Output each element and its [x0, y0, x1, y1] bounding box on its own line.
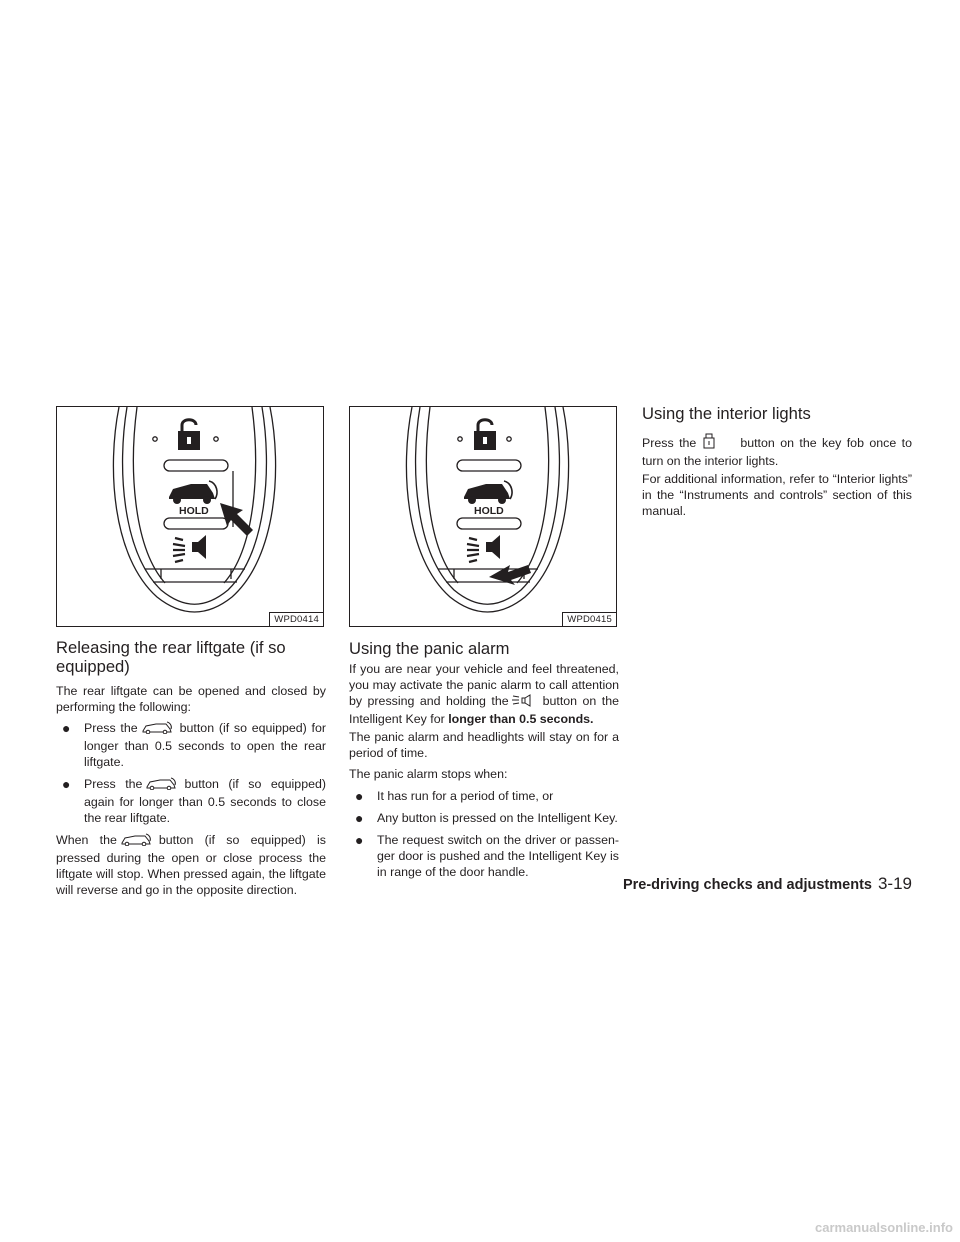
panic-text-mid: button on the Intelligent Key for [349, 694, 619, 726]
key-fob-illustration [350, 407, 617, 627]
watermark: carmanualsonline.info [815, 1220, 953, 1235]
bullet-icon: ● [355, 810, 364, 826]
panic-text-pre: If you are near your vehicle and feel threatened, you may activate the panic alarm to call attention by pressing and holding the [349, 662, 619, 708]
panic-horn-icon [173, 535, 206, 562]
liftgate-button-icon [119, 833, 153, 850]
liftgate-when-paragraph [56, 832, 326, 898]
list-item [349, 810, 619, 826]
bullet-icon: ● [355, 832, 364, 848]
when-text-post: button (if so equipped) is pressed during the open or close process the liftgate will stop. When pressed again, the liftgate will reverse and go in the opposite direction. [56, 833, 326, 897]
interior-lights-reference: For additional information, refer to “Interior lights” in the “Instruments and controls” section of this manual. [642, 472, 912, 518]
section-title-panic: Using the panic alarm [349, 639, 510, 658]
figure-code: WPD0414 [269, 612, 323, 626]
panic-button-icon [511, 694, 537, 711]
hold-label: HOLD [179, 505, 209, 517]
panic-stops-heading: The panic alarm stops when: [349, 767, 508, 781]
figure-panic-key [349, 406, 617, 627]
panic-stop-conditions [349, 788, 619, 880]
interior-light-button-icon [702, 433, 716, 453]
interior-lights-instruction [642, 433, 912, 469]
bullet-text-pre: Press the [84, 721, 138, 735]
page-number: 3-19 [877, 874, 912, 893]
lock-icon [474, 420, 496, 450]
stop-condition-text: The request switch on the driver or passen- ger door is pushed and the Intelligent Key is in range of the door handle. [377, 833, 619, 879]
section-title-interior-lights: Using the interior lights [642, 404, 811, 423]
bullet-icon: ● [62, 776, 71, 792]
section-title-liftgate: Releasing the rear liftgate (if so equipped) [56, 638, 286, 676]
stop-condition-text: It has run for a period of time, or [377, 789, 554, 803]
hold-label: HOLD [474, 505, 504, 517]
bullet-icon: ● [355, 788, 364, 804]
liftgate-intro: The rear liftgate can be opened and closed by performing the following: [56, 684, 326, 714]
footer-section-title: Pre-driving checks and adjustments [622, 877, 872, 893]
liftgate-steps [56, 720, 326, 826]
column-interior-lights [642, 404, 912, 524]
lock-icon [178, 420, 200, 450]
interior-text-post: button on the key fob once to turn on the interior lights. [642, 436, 913, 468]
liftgate-button-icon [140, 721, 174, 738]
list-item [56, 720, 326, 770]
key-fob-illustration [57, 407, 324, 627]
panic-duration: The panic alarm and headlights will stay on for a period of time. [349, 730, 619, 760]
figure-code: WPD0415 [562, 612, 616, 626]
bullet-text-post: button (if so equipped) again for longer than 0.5 seconds to close the rear liftgate. [84, 777, 326, 825]
arrow-pointer-icon [220, 503, 253, 536]
figure-liftgate-key [56, 406, 324, 627]
liftgate-car-icon [464, 481, 512, 504]
panic-intro [349, 661, 619, 727]
bullet-text-pre: Press the [84, 777, 143, 791]
column-liftgate [56, 406, 326, 903]
list-item [56, 776, 326, 826]
liftgate-car-icon [169, 481, 217, 504]
liftgate-button-icon [144, 777, 178, 794]
list-item [349, 788, 619, 804]
interior-text-pre: Press the [642, 436, 697, 450]
bullet-text-post: button (if so equipped) for longer than 0.5 seconds to open the rear liftgate. [84, 721, 326, 769]
when-text-pre: When the [56, 833, 117, 847]
panic-text-bold: longer than 0.5 seconds. [448, 712, 594, 726]
panic-horn-icon [467, 535, 500, 562]
bullet-icon: ● [62, 720, 71, 736]
column-panic [349, 406, 619, 886]
stop-condition-text: Any button is pressed on the Intelligent Key. [377, 811, 618, 825]
page-footer [623, 874, 912, 894]
list-item [349, 832, 619, 880]
